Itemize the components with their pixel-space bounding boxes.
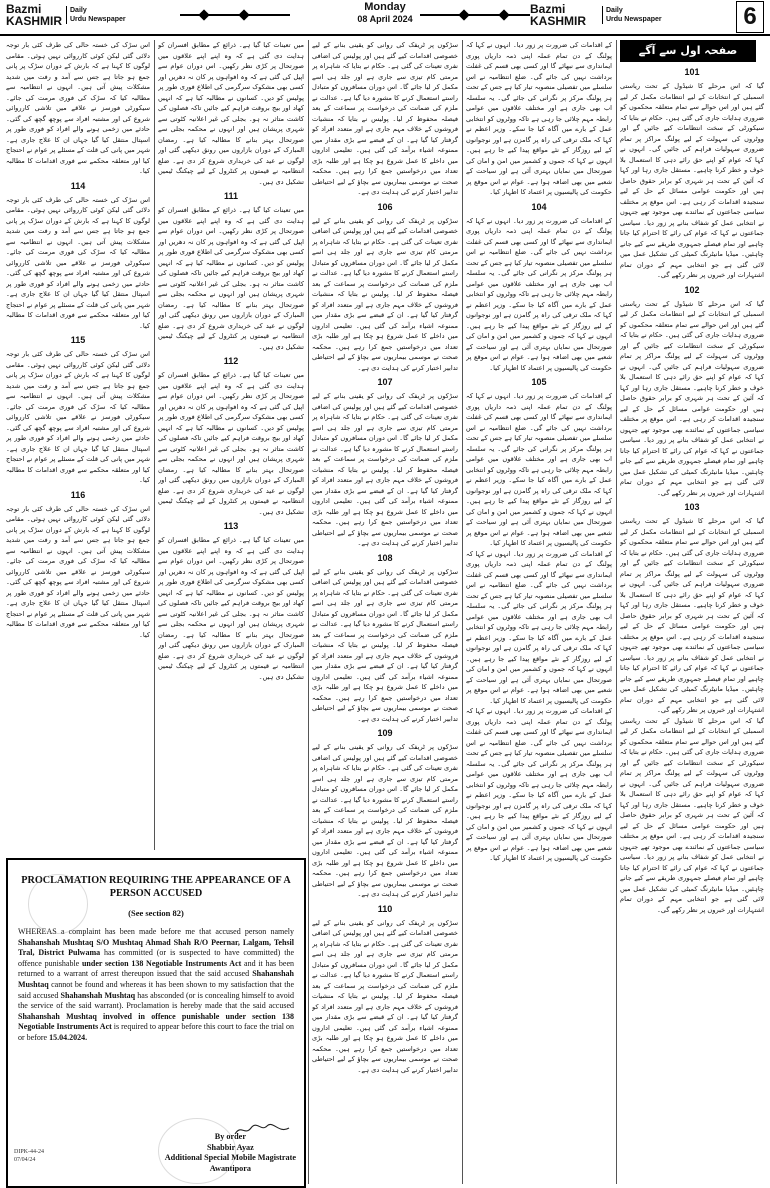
story-number: 102 — [684, 284, 700, 295]
column-text: اس سڑک کی خستہ حالی کی طرف کئی بار توجہ دلائی گئی لیکن کوئی کارروائی نہیں ہوئی۔ مقامی لوگوں کا کہنا ہے کہ بارش کے دوران سڑک پر پانی جمع ہو جاتا ہے جس سے آمد و رفت میں شدید مشکلات پیش آتی ہیں۔ انہوں نے انتظامیہ سے مطالبہ کیا کہ سڑک کی فوری مرمت کی جائے۔ سیکورٹی فورسز نے علاقے میں تلاشی کارروائی شروع کی اور مشتبہ افراد سے پوچھ گچھ کی گئی۔ حادثے میں زخمی ہونے والے افراد کو فوری طور پر اسپتال منتقل کیا گیا جہاں ان کا علاج جاری ہے۔ شہر میں پانی کی قلت کے مسئلے پر عوام نے احتجاج کیا اور متعلقہ محکمے سے فوری اقدامات کا مطالبہ کیا۔ — [6, 41, 150, 175]
column-3 — [312, 40, 458, 1184]
appearance-deadline: 15.04.2024. — [49, 1032, 88, 1042]
right-ornament — [420, 10, 530, 20]
column-text: گیا کہ اس مرحلے کا شیڈول کے تحت ریاستی اسمبلی کے انتخابات کے لیے انتظامات مکمل کر لیے گئے ہیں اور اس حوالے سے تمام متعلقہ محکموں کو ضروری ہدایات جاری کی گئی ہیں۔ حکام نے بتایا کہ سیکورٹی کے سخت انتظامات کیے جائیں گے اور ووٹروں کی سہولت کے لیے پولنگ مراکز پر تمام ضروری سہولیات فراہم کی جائیں گی۔ انہوں نے کہا کہ عوام کو اپنے حق رائے دہی کا استعمال بلا خوف و خطر کرنا چاہیے۔ مستقل جاری رہا اور کہا کہ آئین کے تحت ہر شہری کو برابر حقوق حاصل ہیں اور حکومت عوامی مسائل کے حل کے لیے سنجیدہ اقدامات کر رہی ہے۔ اس موقع پر مختلف سیاسی جماعتوں کے نمائندے بھی موجود تھے جنہوں نے انتخابی عمل کو شفاف بنانے پر زور دیا۔ سیاسی جماعتوں نے کہا کہ عوام کی رائے کا احترام کیا جانا چاہیے اور تمام فیصلے جمہوری طریقے سے کیے جانے چاہئیں۔ میڈیا مانیٹرنگ کمیٹی کی تشکیل عمل میں لائی گئی ہے جو انتخابی مہم کے دوران تمام اشتہارات اور خبروں پر نظر رکھے گی۔ — [620, 299, 764, 497]
page-number: 6 — [736, 1, 764, 33]
story-number: 114 — [70, 180, 86, 191]
column-text: کے اقدامات کی ضرورت پر زور دیا۔ انہوں نے کہا کہ پولنگ کے دن تمام عملہ اپنی ذمہ داریاں پوری ایمانداری سے نبھائے گا اور کسی بھی قسم کی غفلت برداشت نہیں کی جائے گی۔ ضلع انتظامیہ نے اس سلسلے میں تفصیلی منصوبہ تیار کیا ہے جس کے تحت ہر پولنگ مرکز پر نگرانی کی جائے گی۔ یہ سلسلہ اب بھی جاری ہے اور مختلف علاقوں میں عوامی رابطہ مہم چلائی جا رہی ہے تاکہ ووٹروں کو انتخابی عمل کے بارے میں آگاہ کیا جا سکے۔ وزیر اعظم نے کہا کہ ملک ترقی کی راہ پر گامزن ہے اور نوجوانوں کے لیے روزگار کے نئے مواقع پیدا کیے جا رہے ہیں۔ انہوں نے کہا کہ جموں و کشمیر میں امن و امان کی صورتحال میں نمایاں بہتری آئی ہے اور سیاحت کے شعبے میں بھی اضافہ ہوا ہے۔ عوام نے اس موقع پر حکومت کی پالیسیوں پر اعتماد کا اظہار کیا۔ — [466, 392, 612, 547]
magistrate-name: Shabbir Ayaz — [206, 1142, 254, 1152]
story-number: 109 — [377, 728, 393, 738]
story-number: 113 — [223, 521, 239, 531]
right-brand-tagline-2: Urdu Newspaper — [606, 16, 662, 23]
column-text: گیا کہ اس مرحلے کا شیڈول کے تحت ریاستی اسمبلی کے انتخابات کے لیے انتظامات مکمل کر لیے گئے ہیں اور اس حوالے سے تمام متعلقہ محکموں کو ضروری ہدایات جاری کی گئی ہیں۔ حکام نے بتایا کہ سیکورٹی کے سخت انتظامات کیے جائیں گے اور ووٹروں کی سہولت کے لیے پولنگ مراکز پر تمام ضروری سہولیات فراہم کی جائیں گی۔ انہوں نے کہا کہ عوام کو اپنے حق رائے دہی کا استعمال بلا خوف و خطر کرنا چاہیے۔ مستقل جاری رہا اور کہا کہ آئین کے تحت ہر شہری کو برابر حقوق حاصل ہیں اور حکومت عوامی مسائل کے حل کے لیے سنجیدہ اقدامات کر رہی ہے۔ اس موقع پر مختلف سیاسی جماعتوں کے نمائندے بھی موجود تھے جنہوں نے انتخابی عمل کو شفاف بنانے پر زور دیا۔ سیاسی جماعتوں نے کہا کہ عوام کی رائے کا احترام کیا جانا چاہیے اور تمام فیصلے جمہوری طریقے سے کیے جانے چاہئیں۔ میڈیا مانیٹرنگ کمیٹی کی تشکیل عمل میں لائی گئی ہے جو انتخابی مہم کے دوران تمام اشتہارات اور خبروں پر نظر رکھے گی۔ — [620, 716, 764, 914]
section-title: صفحہ اول سے آگے — [620, 40, 756, 62]
column-text: کے اقدامات کی ضرورت پر زور دیا۔ انہوں نے کہا کہ پولنگ کے دن تمام عملہ اپنی ذمہ داریاں پوری ایمانداری سے نبھائے گا اور کسی بھی قسم کی غفلت برداشت نہیں کی جائے گی۔ ضلع انتظامیہ نے اس سلسلے میں تفصیلی منصوبہ تیار کیا ہے جس کے تحت ہر پولنگ مرکز پر نگرانی کی جائے گی۔ یہ سلسلہ اب بھی جاری ہے اور مختلف علاقوں میں عوامی رابطہ مہم چلائی جا رہی ہے تاکہ ووٹروں کو انتخابی عمل کے بارے میں آگاہ کیا جا سکے۔ وزیر اعظم نے کہا کہ ملک ترقی کی راہ پر گامزن ہے اور نوجوانوں کے لیے روزگار کے نئے مواقع پیدا کیے جا رہے ہیں۔ انہوں نے کہا کہ جموں و کشمیر میں امن و امان کی صورتحال میں نمایاں بہتری آئی ہے اور سیاحت کے شعبے میں بھی اضافہ ہوا ہے۔ عوام نے اس موقع پر حکومت کی پالیسیوں پر اعتماد کا اظہار کیا۔ — [466, 549, 612, 705]
body-text: is required to appear before this court to face the trial on or before — [18, 1022, 294, 1042]
column-text: میں تعینات کیا گیا ہے۔ ذرائع کے مطابق افسران کو ہدایت دی گئی ہے کہ وہ اپنے اپنے علاقوں میں صورتحال پر کڑی نظر رکھیں۔ اس دوران عوام سے اپیل کی گئی ہے کہ وہ افواہوں پر کان نہ دھریں اور کسی بھی مشکوک سرگرمی کی اطلاع فوری طور پر پولیس کو دیں۔ کسانوں نے مطالبہ کیا ہے کہ انہیں کھاد اور بیج بروقت فراہم کیے جائیں تاکہ فصلوں کی کاشت متاثر نہ ہو۔ بجلی کی غیر اعلانیہ کٹوتی سے شہری پریشان ہیں اور انہوں نے محکمہ بجلی سے صورتحال بہتر بنانے کا مطالبہ کیا ہے۔ رمضان المبارک کے دوران بازاروں میں رونق دیکھی گئی اور لوگوں نے عید کی خریداری شروع کر دی ہے۔ ضلع انتظامیہ نے قیمتوں پر کنٹرول کے لیے چیکنگ ٹیمیں تشکیل دی ہیں۔ — [158, 371, 304, 516]
column-text: کے اقدامات کی ضرورت پر زور دیا۔ انہوں نے کہا کہ پولنگ کے دن تمام عملہ اپنی ذمہ داریاں پوری ایمانداری سے نبھائے گا اور کسی بھی قسم کی غفلت برداشت نہیں کی جائے گی۔ ضلع انتظامیہ نے اس سلسلے میں تفصیلی منصوبہ تیار کیا ہے جس کے تحت ہر پولنگ مرکز پر نگرانی کی جائے گی۔ یہ سلسلہ اب بھی جاری ہے اور مختلف علاقوں میں عوامی رابطہ مہم چلائی جا رہی ہے تاکہ ووٹروں کو انتخابی عمل کے بارے میں آگاہ کیا جا سکے۔ وزیر اعظم نے کہا کہ ملک ترقی کی راہ پر گامزن ہے اور نوجوانوں کے لیے روزگار کے نئے مواقع پیدا کیے جا رہے ہیں۔ انہوں نے کہا کہ جموں و کشمیر میں امن و امان کی صورتحال میں نمایاں بہتری آئی ہے اور سیاحت کے شعبے میں بھی اضافہ ہوا ہے۔ عوام نے اس موقع پر حکومت کی پالیسیوں پر اعتماد کا اظہار کیا۔ — [466, 216, 612, 372]
offence-involved: Shahanshah Mushtaq involved in offence punishable under section 138 Negotiable Instruments Act — [18, 1011, 294, 1032]
left-masthead — [6, 2, 126, 28]
story-number: 108 — [377, 552, 393, 563]
column-text: میں تعینات کیا گیا ہے۔ ذرائع کے مطابق افسران کو ہدایت دی گئی ہے کہ وہ اپنے اپنے علاقوں میں صورتحال پر کڑی نظر رکھیں۔ اس دوران عوام سے اپیل کی گئی ہے کہ وہ افواہوں پر کان نہ دھریں اور کسی بھی مشکوک سرگرمی کی اطلاع فوری طور پر پولیس کو دیں۔ کسانوں نے مطالبہ کیا ہے کہ انہیں کھاد اور بیج بروقت فراہم کیے جائیں تاکہ فصلوں کی کاشت متاثر نہ ہو۔ بجلی کی غیر اعلانیہ کٹوتی سے شہری پریشان ہیں اور انہوں نے محکمہ بجلی سے صورتحال بہتر بنانے کا مطالبہ کیا ہے۔ رمضان المبارک کے دوران بازاروں میں رونق دیکھی گئی اور لوگوں نے عید کی خریداری شروع کر دی ہے۔ ضلع انتظامیہ نے قیمتوں پر کنٹرول کے لیے چیکنگ ٹیمیں تشکیل دی ہیں۔ — [158, 41, 304, 186]
offence-section: under section 138 Negotiable Instruments Act — [81, 958, 242, 968]
story-number: 107 — [377, 377, 393, 387]
column-5 — [6, 40, 150, 850]
right-masthead — [530, 2, 662, 28]
left-ornament — [180, 10, 290, 20]
accused-name: Shahanshah Mushtaq S/O Mushtaq Ahmad Shah R/O Peernar, Lalgam, Tehsil Tral, District Pulwama — [18, 937, 294, 958]
right-brand-tagline-1: Daily — [606, 7, 623, 14]
story-number: 105 — [531, 377, 547, 387]
body-text: cannot be found and whereas it has been shown to my satisfaction that the said accused — [18, 979, 294, 1000]
story-number: 111 — [223, 191, 239, 201]
accused-short-name: Shahanshah Mushtaq — [60, 990, 136, 1000]
story-number: 110 — [377, 903, 393, 914]
signature-block — [165, 1132, 296, 1174]
magistrate-title: Additional Special Mobile Magistrate — [164, 1153, 296, 1163]
issue-day: Monday — [364, 1, 406, 13]
column-4 — [158, 40, 304, 850]
story-number: 106 — [377, 201, 393, 212]
column-text: سڑکوں پر ٹریفک کی روانی کو یقینی بنانے کے لیے خصوصی اقدامات کیے گئے ہیں اور پولیس کی اضافی نفری تعینات کی گئی ہے۔ حکام نے بتایا کہ شاہراہ پر مرمتی کام تیزی سے جاری ہے اور جلد ہی اسے مکمل کر لیا جائے گا۔ اس دوران مسافروں کو متبادل راستے استعمال کرنے کا مشورہ دیا گیا ہے۔ عدالت نے ملزم کی ضمانت کی درخواست پر سماعت کے بعد فیصلہ محفوظ کر لیا۔ پولیس نے بتایا کہ منشیات فروشوں کے خلاف مہم جاری ہے اور متعدد افراد کو گرفتار کیا گیا ہے۔ ان کے قبضے سے بڑی مقدار میں ممنوعہ اشیاء برآمد کی گئی ہیں۔ تعلیمی اداروں میں داخلے کا عمل شروع ہو چکا ہے اور طلبہ بڑی تعداد میں درخواستیں جمع کرا رہے ہیں۔ محکمہ صحت نے موسمی بیماریوں سے بچاؤ کے لیے احتیاطی تدابیر اختیار کرنے کی ہدایت دی ہے۔ — [312, 41, 458, 196]
right-brand-name-2: KASHMIR — [530, 14, 586, 28]
column-rule — [308, 40, 309, 1184]
column-text: اس سڑک کی خستہ حالی کی طرف کئی بار توجہ دلائی گئی لیکن کوئی کارروائی نہیں ہوئی۔ مقامی لوگوں کا کہنا ہے کہ بارش کے دوران سڑک پر پانی جمع ہو جاتا ہے جس سے آمد و رفت میں شدید مشکلات پیش آتی ہیں۔ انہوں نے انتظامیہ سے مطالبہ کیا کہ سڑک کی فوری مرمت کی جائے۔ سیکورٹی فورسز نے علاقے میں تلاشی کارروائی شروع کی اور مشتبہ افراد سے پوچھ گچھ کی گئی۔ حادثے میں زخمی ہونے والے افراد کو فوری طور پر اسپتال منتقل کیا گیا جہاں ان کا علاج جاری ہے۔ شہر میں پانی کی قلت کے مسئلے پر عوام نے احتجاج کیا اور متعلقہ محکمے سے فوری اقدامات کا مطالبہ کیا۔ — [6, 195, 150, 330]
reference-date: 07/04/24 — [14, 1157, 36, 1163]
page-header — [0, 0, 770, 36]
column-1 — [620, 40, 764, 1184]
column-text: سڑکوں پر ٹریفک کی روانی کو یقینی بنانے کے لیے خصوصی اقدامات کیے گئے ہیں اور پولیس کی اضافی نفری تعینات کی گئی ہے۔ حکام نے بتایا کہ شاہراہ پر مرمتی کام تیزی سے جاری ہے اور جلد ہی اسے مکمل کر لیا جائے گا۔ اس دوران مسافروں کو متبادل راستے استعمال کرنے کا مشورہ دیا گیا ہے۔ عدالت نے ملزم کی ضمانت کی درخواست پر سماعت کے بعد فیصلہ محفوظ کر لیا۔ پولیس نے بتایا کہ منشیات فروشوں کے خلاف مہم جاری ہے اور متعدد افراد کو گرفتار کیا گیا ہے۔ ان کے قبضے سے بڑی مقدار میں ممنوعہ اشیاء برآمد کی گئی ہیں۔ تعلیمی اداروں میں داخلے کا عمل شروع ہو چکا ہے اور طلبہ بڑی تعداد میں درخواستیں جمع کرا رہے ہیں۔ محکمہ صحت نے موسمی بیماریوں سے بچاؤ کے لیے احتیاطی تدابیر اختیار کرنے کی ہدایت دی ہے۔ — [312, 567, 458, 723]
left-brand-name: Bazmi — [6, 2, 42, 16]
right-brand-tagline — [602, 6, 662, 24]
column-text: اس سڑک کی خستہ حالی کی طرف کئی بار توجہ دلائی گئی لیکن کوئی کارروائی نہیں ہوئی۔ مقامی لوگوں کا کہنا ہے کہ بارش کے دوران سڑک پر پانی جمع ہو جاتا ہے جس سے آمد و رفت میں شدید مشکلات پیش آتی ہیں۔ انہوں نے انتظامیہ سے مطالبہ کیا کہ سڑک کی فوری مرمت کی جائے۔ سیکورٹی فورسز نے علاقے میں تلاشی کارروائی شروع کی اور مشتبہ افراد سے پوچھ گچھ کی گئی۔ حادثے میں زخمی ہونے والے افراد کو فوری طور پر اسپتال منتقل کیا گیا جہاں ان کا علاج جاری ہے۔ شہر میں پانی کی قلت کے مسئلے پر عوام نے احتجاج کیا اور متعلقہ محکمے سے فوری اقدامات کا مطالبہ کیا۔ — [6, 350, 150, 484]
body-text: WHEREAS a complaint has been made before me that accused person namely — [18, 927, 294, 936]
proclamation-section: (See section 82) — [128, 908, 184, 918]
column-text: اس سڑک کی خستہ حالی کی طرف کئی بار توجہ دلائی گئی لیکن کوئی کارروائی نہیں ہوئی۔ مقامی لوگوں کا کہنا ہے کہ بارش کے دوران سڑک پر پانی جمع ہو جاتا ہے جس سے آمد و رفت میں شدید مشکلات پیش آتی ہیں۔ انہوں نے انتظامیہ سے مطالبہ کیا کہ سڑک کی فوری مرمت کی جائے۔ سیکورٹی فورسز نے علاقے میں تلاشی کارروائی شروع کی اور مشتبہ افراد سے پوچھ گچھ کی گئی۔ حادثے میں زخمی ہونے والے افراد کو فوری طور پر اسپتال منتقل کیا گیا جہاں ان کا علاج جاری ہے۔ شہر میں پانی کی قلت کے مسئلے پر عوام نے احتجاج کیا اور متعلقہ محکمے سے فوری اقدامات کا مطالبہ کیا۔ — [6, 504, 150, 639]
column-text: سڑکوں پر ٹریفک کی روانی کو یقینی بنانے کے لیے خصوصی اقدامات کیے گئے ہیں اور پولیس کی اضافی نفری تعینات کی گئی ہے۔ حکام نے بتایا کہ شاہراہ پر مرمتی کام تیزی سے جاری ہے اور جلد ہی اسے مکمل کر لیا جائے گا۔ اس دوران مسافروں کو متبادل راستے استعمال کرنے کا مشورہ دیا گیا ہے۔ عدالت نے ملزم کی ضمانت کی درخواست پر سماعت کے بعد فیصلہ محفوظ کر لیا۔ پولیس نے بتایا کہ منشیات فروشوں کے خلاف مہم جاری ہے اور متعدد افراد کو گرفتار کیا گیا ہے۔ ان کے قبضے سے بڑی مقدار میں ممنوعہ اشیاء برآمد کی گئی ہیں۔ تعلیمی اداروں میں داخلے کا عمل شروع ہو چکا ہے اور طلبہ بڑی تعداد میں درخواستیں جمع کرا رہے ہیں۔ محکمہ صحت نے موسمی بیماریوں سے بچاؤ کے لیے احتیاطی تدابیر اختیار کرنے کی ہدایت دی ہے۔ — [312, 216, 458, 372]
column-text: گیا کہ اس مرحلے کا شیڈول کے تحت ریاستی اسمبلی کے انتخابات کے لیے انتظامات مکمل کر لیے گئے ہیں اور اس حوالے سے تمام متعلقہ محکموں کو ضروری ہدایات جاری کی گئی ہیں۔ حکام نے بتایا کہ سیکورٹی کے سخت انتظامات کیے جائیں گے اور ووٹروں کی سہولت کے لیے پولنگ مراکز پر تمام ضروری سہولیات فراہم کی جائیں گی۔ انہوں نے کہا کہ عوام کو اپنے حق رائے دہی کا استعمال بلا خوف و خطر کرنا چاہیے۔ مستقل جاری رہا اور کہا کہ آئین کے تحت ہر شہری کو برابر حقوق حاصل ہیں اور حکومت عوامی مسائل کے حل کے لیے سنجیدہ اقدامات کر رہی ہے۔ اس موقع پر مختلف سیاسی جماعتوں کے نمائندے بھی موجود تھے جنہوں نے انتخابی عمل کو شفاف بنانے پر زور دیا۔ سیاسی جماعتوں نے کہا کہ عوام کی رائے کا احترام کیا جانا چاہیے اور تمام فیصلے جمہوری طریقے سے کیے جانے چاہئیں۔ میڈیا مانیٹرنگ کمیٹی کی تشکیل عمل میں لائی گئی ہے جو انتخابی مہم کے دوران تمام اشتہارات اور خبروں پر نظر رکھے گی۔ — [620, 517, 764, 714]
column-rule — [616, 40, 617, 1184]
reference-note — [14, 1148, 44, 1164]
column-text: میں تعینات کیا گیا ہے۔ ذرائع کے مطابق افسران کو ہدایت دی گئی ہے کہ وہ اپنے اپنے علاقوں میں صورتحال پر کڑی نظر رکھیں۔ اس دوران عوام سے اپیل کی گئی ہے کہ وہ افواہوں پر کان نہ دھریں اور کسی بھی مشکوک سرگرمی کی اطلاع فوری طور پر پولیس کو دیں۔ کسانوں نے مطالبہ کیا ہے کہ انہیں کھاد اور بیج بروقت فراہم کیے جائیں تاکہ فصلوں کی کاشت متاثر نہ ہو۔ بجلی کی غیر اعلانیہ کٹوتی سے شہری پریشان ہیں اور انہوں نے محکمہ بجلی سے صورتحال بہتر بنانے کا مطالبہ کیا ہے۔ رمضان المبارک کے دوران بازاروں میں رونق دیکھی گئی اور لوگوں نے عید کی خریداری شروع کر دی ہے۔ ضلع انتظامیہ نے قیمتوں پر کنٹرول کے لیے چیکنگ ٹیمیں تشکیل دی ہیں۔ — [158, 536, 304, 681]
column-rule — [462, 40, 463, 1184]
left-brand-tagline-2: Urdu Newspaper — [70, 16, 126, 23]
column-2 — [466, 40, 612, 1184]
column-text: سڑکوں پر ٹریفک کی روانی کو یقینی بنانے کے لیے خصوصی اقدامات کیے گئے ہیں اور پولیس کی اضافی نفری تعینات کی گئی ہے۔ حکام نے بتایا کہ شاہراہ پر مرمتی کام تیزی سے جاری ہے اور جلد ہی اسے مکمل کر لیا جائے گا۔ اس دوران مسافروں کو متبادل راستے استعمال کرنے کا مشورہ دیا گیا ہے۔ عدالت نے ملزم کی ضمانت کی درخواست پر سماعت کے بعد فیصلہ محفوظ کر لیا۔ پولیس نے بتایا کہ منشیات فروشوں کے خلاف مہم جاری ہے اور متعدد افراد کو گرفتار کیا گیا ہے۔ ان کے قبضے سے بڑی مقدار میں ممنوعہ اشیاء برآمد کی گئی ہیں۔ تعلیمی اداروں میں داخلے کا عمل شروع ہو چکا ہے اور طلبہ بڑی تعداد میں درخواستیں جمع کرا رہے ہیں۔ محکمہ صحت نے موسمی بیماریوں سے بچاؤ کے لیے احتیاطی تدابیر اختیار کرنے کی ہدایت دی ہے۔ — [312, 743, 458, 898]
story-number: 103 — [684, 502, 700, 512]
story-number: 112 — [223, 356, 239, 366]
magistrate-place: Awantipora — [209, 1163, 251, 1173]
left-brand-name-2: KASHMIR — [6, 14, 62, 28]
proclamation-title: PROCLAMATION REQUIRING THE APPEARANCE OF A PERSON ACCUSED — [21, 875, 291, 899]
left-brand-tagline — [66, 6, 126, 24]
column-rule — [154, 40, 155, 850]
reference-number: DIPK-44-24 — [14, 1149, 44, 1155]
story-number: 101 — [684, 67, 700, 77]
body-text: has committed (or is suspected to have committed) the offence punishable — [18, 948, 295, 968]
body-text: and it has been returned to a warrant of arrest thereupon issued that the said accused — [18, 958, 295, 979]
column-text: سڑکوں پر ٹریفک کی روانی کو یقینی بنانے کے لیے خصوصی اقدامات کیے گئے ہیں اور پولیس کی اضافی نفری تعینات کی گئی ہے۔ حکام نے بتایا کہ شاہراہ پر مرمتی کام تیزی سے جاری ہے اور جلد ہی اسے مکمل کر لیا جائے گا۔ اس دوران مسافروں کو متبادل راستے استعمال کرنے کا مشورہ دیا گیا ہے۔ عدالت نے ملزم کی ضمانت کی درخواست پر سماعت کے بعد فیصلہ محفوظ کر لیا۔ پولیس نے بتایا کہ منشیات فروشوں کے خلاف مہم جاری ہے اور متعدد افراد کو گرفتار کیا گیا ہے۔ ان کے قبضے سے بڑی مقدار میں ممنوعہ اشیاء برآمد کی گئی ہیں۔ تعلیمی اداروں میں داخلے کا عمل شروع ہو چکا ہے اور طلبہ بڑی تعداد میں درخواستیں جمع کرا رہے ہیں۔ محکمہ صحت نے موسمی بیماریوں سے بچاؤ کے لیے احتیاطی تدابیر اختیار کرنے کی ہدایت دی ہے۔ — [312, 918, 458, 1074]
issue-date: 08 April 2024 — [357, 14, 413, 24]
story-number: 104 — [531, 201, 547, 212]
court-seal — [28, 874, 88, 934]
body-text: has absconded (or is concealing himself to avoid the service of the said warrant). Proclamation is hereby made that the said accused — [18, 990, 295, 1011]
proclamation-body — [18, 927, 294, 1044]
story-number: 115 — [70, 335, 86, 345]
accused-short-name: Shahanshah Mushtaq — [18, 969, 294, 989]
story-number: 116 — [70, 489, 86, 500]
column-text: میں تعینات کیا گیا ہے۔ ذرائع کے مطابق افسران کو ہدایت دی گئی ہے کہ وہ اپنے اپنے علاقوں میں صورتحال پر کڑی نظر رکھیں۔ اس دوران عوام سے اپیل کی گئی ہے کہ وہ افواہوں پر کان نہ دھریں اور کسی بھی مشکوک سرگرمی کی اطلاع فوری طور پر پولیس کو دیں۔ کسانوں نے مطالبہ کیا ہے کہ انہیں کھاد اور بیج بروقت فراہم کیے جائیں تاکہ فصلوں کی کاشت متاثر نہ ہو۔ بجلی کی غیر اعلانیہ کٹوتی سے شہری پریشان ہیں اور انہوں نے محکمہ بجلی سے صورتحال بہتر بنانے کا مطالبہ کیا ہے۔ رمضان المبارک کے دوران بازاروں میں رونق دیکھی گئی اور لوگوں نے عید کی خریداری شروع کر دی ہے۔ ضلع انتظامیہ نے قیمتوں پر کنٹرول کے لیے چیکنگ ٹیمیں تشکیل دی ہیں۔ — [158, 206, 304, 351]
by-order-label: By order — [214, 1132, 246, 1141]
column-text: کے اقدامات کی ضرورت پر زور دیا۔ انہوں نے کہا کہ پولنگ کے دن تمام عملہ اپنی ذمہ داریاں پوری ایمانداری سے نبھائے گا اور کسی بھی قسم کی غفلت برداشت نہیں کی جائے گی۔ ضلع انتظامیہ نے اس سلسلے میں تفصیلی منصوبہ تیار کیا ہے جس کے تحت ہر پولنگ مرکز پر نگرانی کی جائے گی۔ یہ سلسلہ اب بھی جاری ہے اور مختلف علاقوں میں عوامی رابطہ مہم چلائی جا رہی ہے تاکہ ووٹروں کو انتخابی عمل کے بارے میں آگاہ کیا جا سکے۔ وزیر اعظم نے کہا کہ ملک ترقی کی راہ پر گامزن ہے اور نوجوانوں کے لیے روزگار کے نئے مواقع پیدا کیے جا رہے ہیں۔ انہوں نے کہا کہ جموں و کشمیر میں امن و امان کی صورتحال میں نمایاں بہتری آئی ہے اور سیاحت کے شعبے میں بھی اضافہ ہوا ہے۔ عوام نے اس موقع پر حکومت کی پالیسیوں پر اعتماد کا اظہار کیا۔ — [466, 707, 612, 862]
proclamation-notice — [6, 858, 306, 1188]
column-text: گیا کہ اس مرحلے کا شیڈول کے تحت ریاستی اسمبلی کے انتخابات کے لیے انتظامات مکمل کر لیے گئے ہیں اور اس حوالے سے تمام متعلقہ محکموں کو ضروری ہدایات جاری کی گئی ہیں۔ حکام نے بتایا کہ سیکورٹی کے سخت انتظامات کیے جائیں گے اور ووٹروں کی سہولت کے لیے پولنگ مراکز پر تمام ضروری سہولیات فراہم کی جائیں گی۔ انہوں نے کہا کہ عوام کو اپنے حق رائے دہی کا استعمال بلا خوف و خطر کرنا چاہیے۔ مستقل جاری رہا اور کہا کہ آئین کے تحت ہر شہری کو برابر حقوق حاصل ہیں اور حکومت عوامی مسائل کے حل کے لیے سنجیدہ اقدامات کر رہی ہے۔ اس موقع پر مختلف سیاسی جماعتوں کے نمائندے بھی موجود تھے جنہوں نے انتخابی عمل کو شفاف بنانے پر زور دیا۔ سیاسی جماعتوں نے کہا کہ عوام کی رائے کا احترام کیا جانا چاہیے اور تمام فیصلے جمہوری طریقے سے کیے جانے چاہئیں۔ میڈیا مانیٹرنگ کمیٹی کی تشکیل عمل میں لائی گئی ہے جو انتخابی مہم کے دوران تمام اشتہارات اور خبروں پر نظر رکھے گی۔ — [620, 82, 764, 279]
left-brand-tagline-1: Daily — [70, 7, 87, 14]
right-brand-name: Bazmi — [530, 2, 566, 16]
column-text: سڑکوں پر ٹریفک کی روانی کو یقینی بنانے کے لیے خصوصی اقدامات کیے گئے ہیں اور پولیس کی اضافی نفری تعینات کی گئی ہے۔ حکام نے بتایا کہ شاہراہ پر مرمتی کام تیزی سے جاری ہے اور جلد ہی اسے مکمل کر لیا جائے گا۔ اس دوران مسافروں کو متبادل راستے استعمال کرنے کا مشورہ دیا گیا ہے۔ عدالت نے ملزم کی ضمانت کی درخواست پر سماعت کے بعد فیصلہ محفوظ کر لیا۔ پولیس نے بتایا کہ منشیات فروشوں کے خلاف مہم جاری ہے اور متعدد افراد کو گرفتار کیا گیا ہے۔ ان کے قبضے سے بڑی مقدار میں ممنوعہ اشیاء برآمد کی گئی ہیں۔ تعلیمی اداروں میں داخلے کا عمل شروع ہو چکا ہے اور طلبہ بڑی تعداد میں درخواستیں جمع کرا رہے ہیں۔ محکمہ صحت نے موسمی بیماریوں سے بچاؤ کے لیے احتیاطی تدابیر اختیار کرنے کی ہدایت دی ہے۔ — [312, 392, 458, 547]
column-text: کے اقدامات کی ضرورت پر زور دیا۔ انہوں نے کہا کہ پولنگ کے دن تمام عملہ اپنی ذمہ داریاں پوری ایمانداری سے نبھائے گا اور کسی بھی قسم کی غفلت برداشت نہیں کی جائے گی۔ ضلع انتظامیہ نے اس سلسلے میں تفصیلی منصوبہ تیار کیا ہے جس کے تحت ہر پولنگ مرکز پر نگرانی کی جائے گی۔ یہ سلسلہ اب بھی جاری ہے اور مختلف علاقوں میں عوامی رابطہ مہم چلائی جا رہی ہے تاکہ ووٹروں کو انتخابی عمل کے بارے میں آگاہ کیا جا سکے۔ وزیر اعظم نے کہا کہ ملک ترقی کی راہ پر گامزن ہے اور نوجوانوں کے لیے روزگار کے نئے مواقع پیدا کیے جا رہے ہیں۔ انہوں نے کہا کہ جموں و کشمیر میں امن و امان کی صورتحال میں نمایاں بہتری آئی ہے اور سیاحت کے شعبے میں بھی اضافہ ہوا ہے۔ عوام نے اس موقع پر حکومت کی پالیسیوں پر اعتماد کا اظہار کیا۔ — [466, 41, 612, 196]
